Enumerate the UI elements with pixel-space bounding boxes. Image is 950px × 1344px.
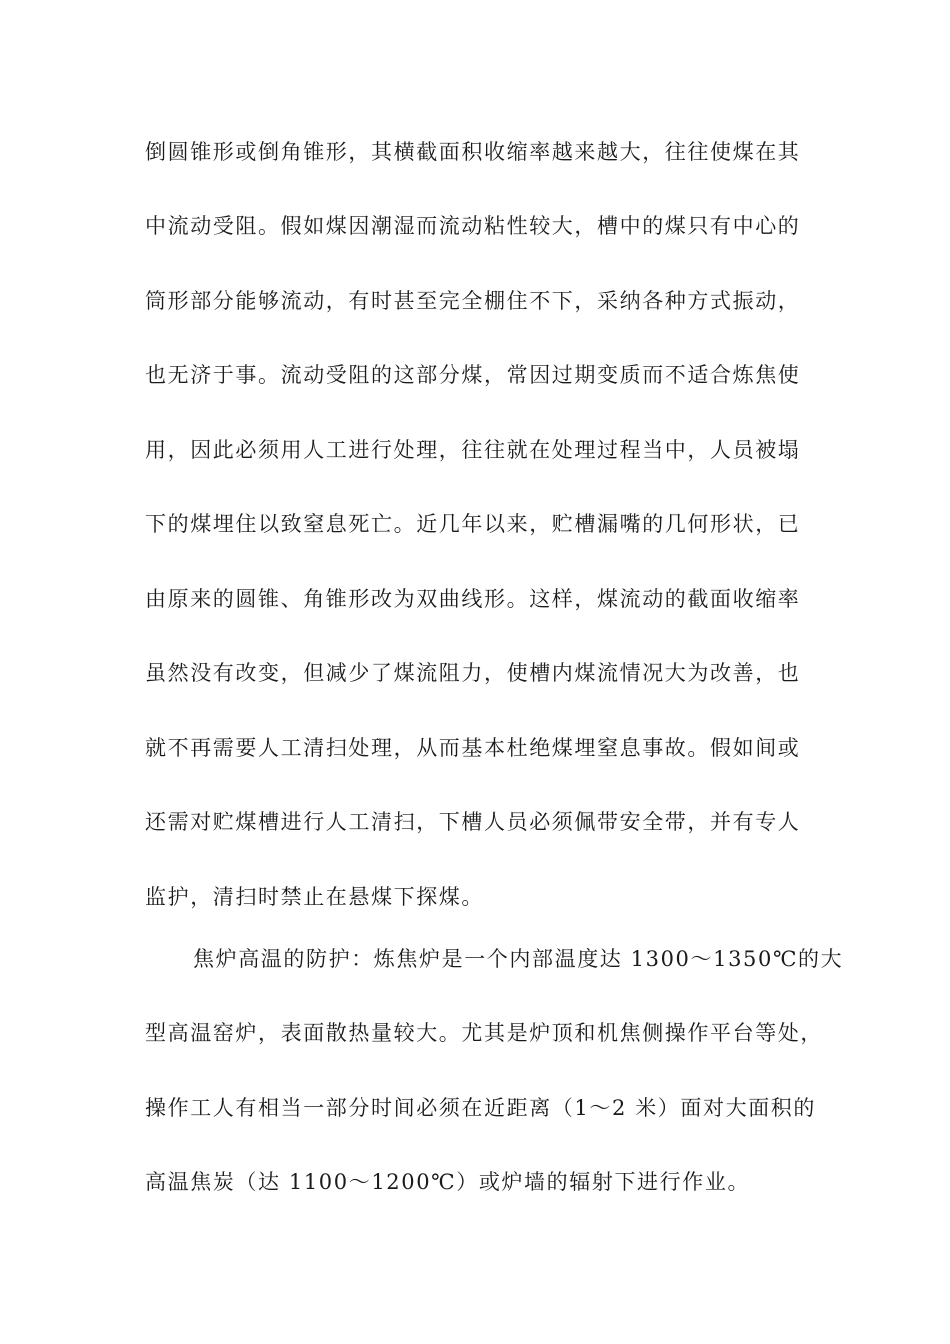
text-line: 虽然没有改变，但减少了煤流阻力，使槽内煤流情况大为改善，也 [145, 661, 801, 685]
text-line: 也无济于事。流动受阻的这部分煤，常因过期变质而不适合炼焦使 [145, 363, 801, 387]
text-line: 倒圆锥形或倒角锥形，其横截面积收缩率越来越大，往往使煤在其 [145, 140, 801, 164]
text-line: 筒形部分能够流动，有时甚至完全棚住不下，采纳各种方式振动， [145, 289, 801, 313]
text-line: 由原来的圆锥、角锥形改为双曲线形。这样，煤流动的截面收缩率 [145, 587, 801, 611]
text-line: 中流动受阻。假如煤因潮湿而流动粘性较大，槽中的煤只有中心的 [145, 214, 801, 238]
text-line: 就不再需要人工清扫处理，从而基本杜绝煤埋窒息事故。假如间或 [145, 736, 801, 760]
text-line: 还需对贮煤槽进行人工清扫，下槽人员必须佩带安全带，并有专人 [145, 810, 801, 834]
paragraph-first-line: 焦炉高温的防护：炼焦炉是一个内部温度达 1300～1350℃的大 [193, 947, 844, 971]
text-line: 用，因此必须用人工进行处理，往往就在处理过程当中，人员被塌 [145, 438, 801, 462]
text-line: 型高温窑炉，表面散热量较大。尤其是炉顶和机焦侧操作平台等处， [145, 1021, 823, 1045]
text-line: 操作工人有相当一部分时间必须在近距离（1～2 米）面对大面积的 [145, 1096, 816, 1120]
text-line: 监护，清扫时禁止在悬煤下探煤。 [145, 885, 484, 909]
text-line: 下的煤埋住以致窒息死亡。近几年以来，贮槽漏嘴的几何形状，已 [145, 512, 801, 536]
text-line: 高温焦炭（达 1100～1200℃）或炉墙的辐射下进行作业。 [145, 1170, 751, 1194]
